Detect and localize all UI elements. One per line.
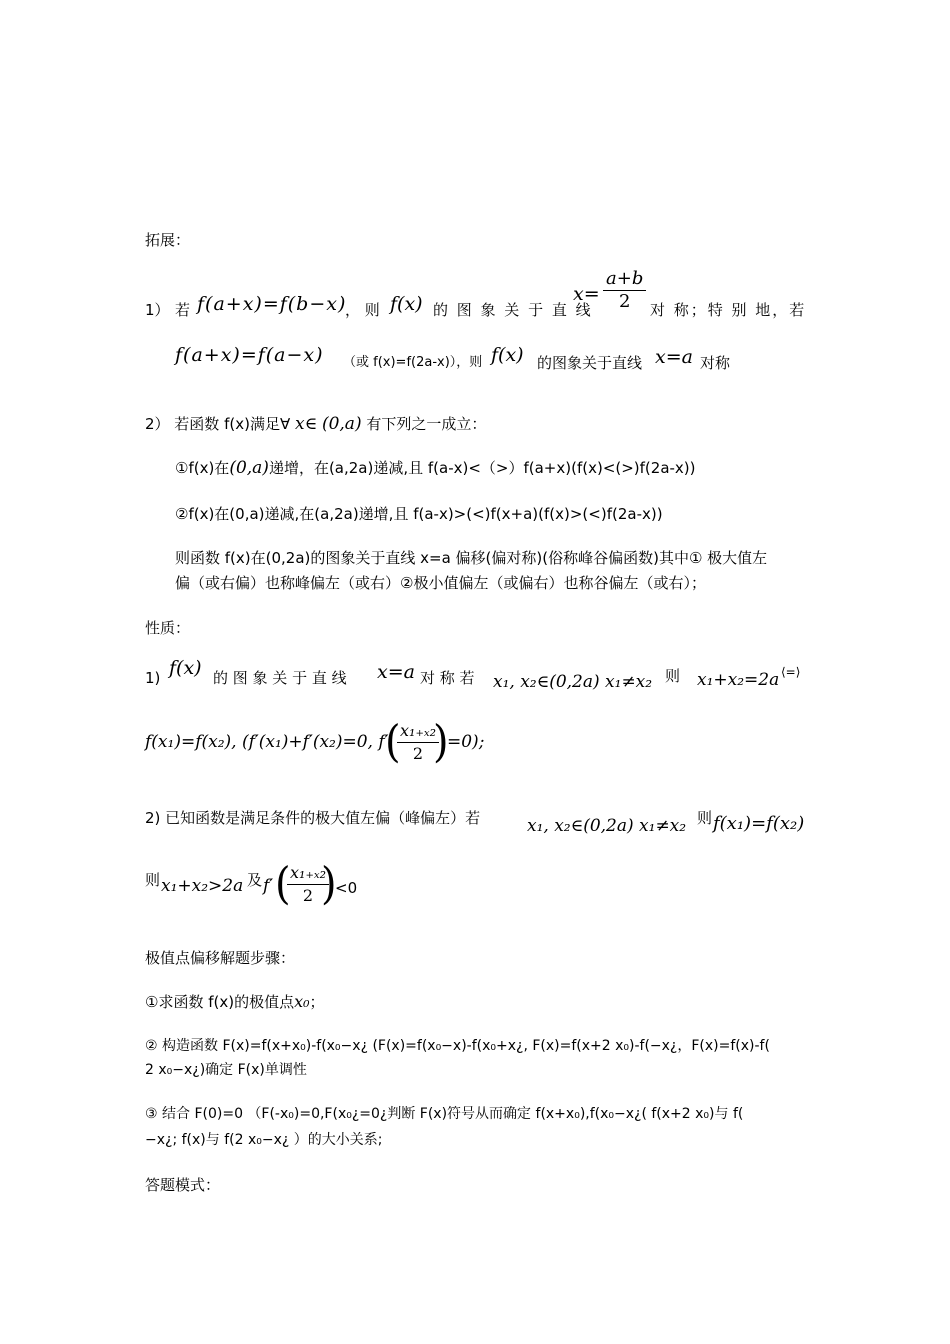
property-2-text: 2) 已知函数是满足条件的极大值左偏（峰偏左）若 — [145, 809, 481, 827]
left-paren: ( — [385, 716, 401, 768]
heading-property: 性质： — [145, 619, 191, 637]
condition-x1-x2: x₁, x₂∈(0,2a) x₁≠x₂ — [493, 672, 653, 692]
heading-answer-mode: 答题模式： — [145, 1176, 221, 1194]
intro-interval: (0,a) — [321, 414, 362, 434]
conclusion-line-1: 则函数 f(x)在(0,2a)的图象关于直线 x=a 偏移(偏对称)(俗称峰谷偏函数)其中① 极大值左 — [175, 549, 768, 567]
sum-x1-x2-eq-2a: x₁+x₂=2a — [697, 670, 780, 690]
equation-fx1-eq-fx2: f(x₁)=f(x₂), (f′(x₁)+f′(x₂)=0, f′ — [145, 732, 389, 752]
step-3-line-1: ③ 结合 F(0)=0 （F(-x₀)=0,F(x₀¿=0¿判断 F(x)符号从而确定 f(x+x₀),f(x₀−x¿( f(x+2 x₀)与 f( — [145, 1106, 744, 1122]
condition-2: ②f(x)在(0,a)递减,在(a,2a)递增,且 f(a-x)>(<)f(x+a)(f(x)>(<)f(2a-x)) — [175, 505, 663, 523]
condition-x1-x2: x₁, x₂∈(0,2a) x₁≠x₂ — [527, 816, 687, 836]
ruo-text: 若 — [175, 301, 191, 319]
graph-symmetry-text: 的 图 象 关 于 直 线 — [433, 301, 593, 319]
step-3-line-2: −x¿; f(x)与 f(2 x₀−x¿ ）的大小关系; — [145, 1132, 383, 1148]
equation-f-a-plus-x-eq-f-a-minus-x: f(a+x)=f(a−x) — [175, 344, 324, 366]
x0-symbol: x₀ — [294, 992, 310, 1011]
equation-f-a-plus-x-eq-f-b-minus-x: f(a+x)=f(b−x) — [197, 293, 347, 315]
item-number: 1） — [145, 301, 170, 319]
equation-fx1-eq-fx2: f(x₁)=f(x₂) — [713, 813, 805, 834]
fraction-numerator: a+b — [603, 268, 646, 291]
duicheng-text: 对称 — [700, 354, 731, 372]
frac-lhs: x= — [573, 283, 600, 305]
step-1-text: ①求函数 f(x)的极值点 — [145, 993, 295, 1011]
then-text: 则 — [697, 809, 713, 827]
fx-symbol: f(x) — [169, 657, 202, 679]
intro-text-a: 2） 若函数 f(x)满足∀ — [145, 415, 291, 433]
or-note-text: （或 f(x)=f(2a-x)），则 — [343, 355, 483, 370]
f-prime-symbol: f′ — [263, 876, 274, 896]
step-1 — [145, 992, 325, 1012]
fraction-a-plus-b-over-2 — [603, 268, 646, 313]
intro-text-b: 有下列之一成立： — [366, 415, 487, 433]
condition-1-interval: (0,a) — [229, 458, 269, 478]
conclusion-line-2: 偏（或右偏）也称峰偏左（或右）②极小值偏左（或偏右）也称谷偏左（或右）； — [175, 574, 706, 592]
condition-1 — [175, 458, 696, 478]
condition-1-a: ①f(x)在 — [175, 459, 230, 477]
fraction-numerator: x₁₊ₓ₂ — [287, 862, 329, 885]
step-1-end: ； — [309, 993, 325, 1011]
equation-tail: =0); — [447, 732, 485, 752]
sum-x1-x2-gt-2a: x₁+x₂>2a — [161, 876, 244, 896]
intro-x-in: x∈ — [295, 414, 318, 434]
graph-symmetry-text-2: 的图象关于直线 — [537, 354, 643, 372]
fraction-denominator: 2 — [618, 291, 631, 312]
fraction-denominator: 2 — [302, 886, 314, 905]
right-paren: ) — [321, 858, 337, 910]
graph-symmetry-text: 的 图 象 关 于 直 线 — [213, 669, 347, 687]
iff-symbol: ⟨=⟩ — [781, 665, 801, 679]
fraction-numerator: x₁₊ₓ₂ — [397, 720, 439, 743]
extension-2-intro — [145, 414, 486, 438]
less-than-zero: <0 — [335, 879, 358, 897]
then-text: ， 则 — [345, 301, 380, 319]
right-paren: ) — [433, 716, 449, 768]
fx-symbol: f(x) — [390, 293, 423, 315]
step-2-line-1: ② 构造函数 F(x)=f(x+x₀)-f(x₀−x¿ (F(x)=f(x₀−x)-f(x₀+x¿, F(x)=f(x+2 x₀)-f(−x¿，F(x)=f(x)-f( — [145, 1038, 770, 1054]
step-2-line-2: 2 x₀−x¿)确定 F(x)单调性 — [145, 1062, 307, 1078]
fx-symbol-2: f(x) — [491, 344, 524, 366]
then-text: 则 — [665, 667, 681, 685]
left-paren: ( — [275, 858, 291, 910]
x-eq-a: x=a — [655, 346, 693, 368]
x-eq-a: x=a — [377, 661, 415, 683]
symmetry-tail-text: 对 称；特 别 地，若 — [650, 301, 807, 319]
and-text: 及 — [247, 871, 263, 889]
condition-1-b: 递增，在(a,2a)递减,且 f(a-x)<（>）f(a+x)(f(x)<(>)f(2a-x)) — [268, 459, 696, 477]
item-number: 1) — [145, 669, 161, 687]
heading-extension: 拓展： — [145, 231, 191, 249]
then-text-2: 则 — [145, 871, 161, 889]
symmetry-if-text: 对 称 若 — [420, 669, 475, 687]
fraction-denominator: 2 — [412, 744, 424, 763]
heading-steps: 极值点偏移解题步骤： — [145, 949, 296, 967]
